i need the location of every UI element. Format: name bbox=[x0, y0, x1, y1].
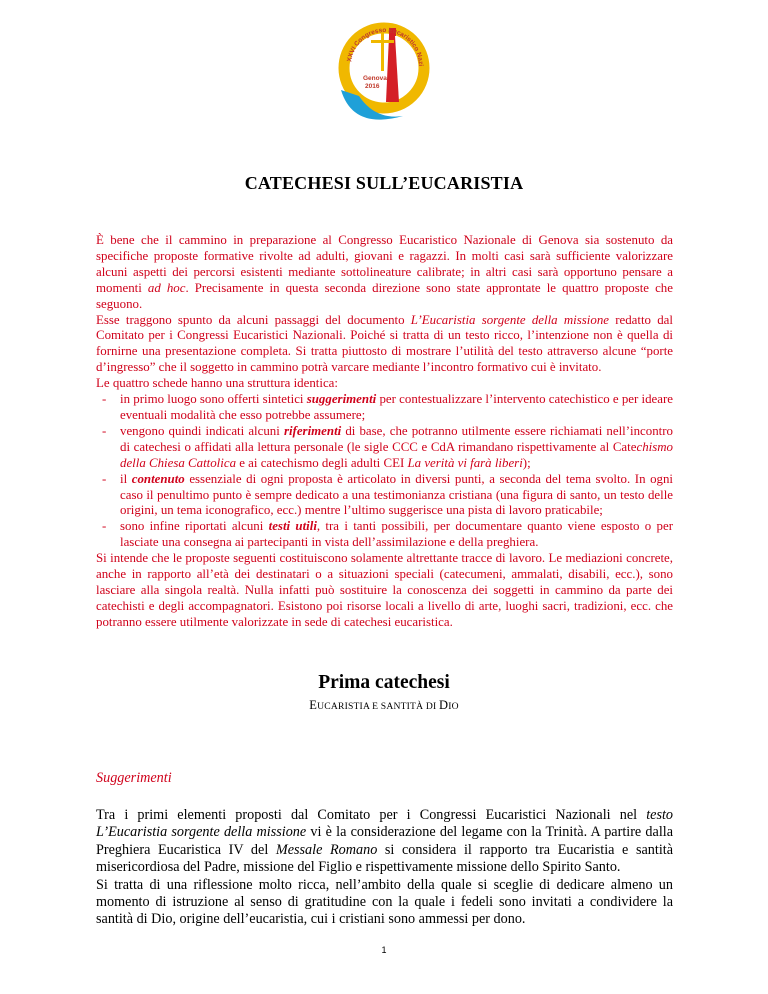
body-paragraph-2: Si tratta di una riflessione molto ricca, nell’ambito della quale si sceglie di dedicare almeno un momento di istruzione al senso di gratitudine con la quale i fedeli sono invitati a condividere la santità di Dio, origine dell’eucaristia, cui i cristiani sono ammessi per dono. bbox=[96, 876, 673, 928]
section-title: Prima catechesi bbox=[318, 672, 450, 693]
text-span: ); bbox=[522, 455, 531, 470]
text-emphasis: riferimenti bbox=[283, 423, 342, 438]
text-span: di base, che potranno utilmente essere richiamati nell’incontro di catechesi o affidati alla lettura personale (le sigle CCC e CdA rimandano rispettivamente al Cate bbox=[120, 423, 673, 454]
text-span: il bbox=[120, 471, 132, 486]
body-paragraph-1 bbox=[96, 807, 673, 877]
text-span: essenziale di ogni proposta è articolato in diversi punti, a seconda del tema svolto. In ogni caso il penultimo punto è sempre dedicato a una testimonianza cristiana (una figura di santo, un testo delle origini, un tema iconografico, ecc.) mentre l’ultimo suggerisce una pista di lavoro praticabile; bbox=[120, 471, 673, 518]
list-item bbox=[96, 472, 673, 520]
text-span: sono infine riportati alcuni bbox=[120, 519, 269, 534]
logo-city: Genova bbox=[363, 75, 387, 82]
intro-paragraph-1 bbox=[96, 233, 673, 313]
list-dash: - bbox=[102, 519, 107, 534]
list-item bbox=[96, 392, 673, 424]
list-dash: - bbox=[102, 471, 107, 486]
intro-block bbox=[96, 233, 673, 631]
page-number: 1 bbox=[381, 945, 387, 955]
text-emphasis: testi utili bbox=[268, 519, 317, 534]
text-italic: testo L’Eucaristia sorgente della missione bbox=[96, 807, 673, 841]
intro-paragraph-4: Si intende che le proposte seguenti costituiscono solamente altrettante tracce di lavoro. Le mediazioni concrete, anche in rapporto all’età dei destinatari o a situazioni speciali (catecumeni, ammalati, disabili, ecc.), sono lasciare alla singola realtà. Nulla infatti può sostituire la conoscenza dei soggetti in cammino da parte dei catechisti e degli accompagnatori. Esistono poi risorse locali a livello di arte, luoghi sacri, tradizioni, ecc. che potranno essere utilmente valorizzate in sede di catechesi eucaristica. bbox=[96, 551, 673, 629]
text-span: e ai catechismo degli adulti CEI bbox=[236, 455, 408, 470]
intro-paragraph-2 bbox=[96, 313, 673, 377]
text-span: . Precisamente in questa seconda direzione sono state approntate le quattro proposte che seguono. bbox=[96, 280, 673, 311]
text-span: per contestualizzare l’intervento catechistico e per ideare eventuali modalità che esso potrebbe assumere; bbox=[120, 392, 674, 422]
text-span: Esse traggono spunto da alcuni passaggi del documento bbox=[96, 312, 411, 327]
text-small-caps: IO bbox=[448, 701, 459, 712]
section-subtitle bbox=[0, 698, 768, 713]
intro-paragraph-3: Le quattro schede hanno una struttura identica: bbox=[96, 376, 338, 391]
suggerimenti-body bbox=[96, 807, 673, 929]
suggerimenti-heading: Suggerimenti bbox=[96, 770, 172, 786]
list-dash: - bbox=[102, 423, 107, 438]
page-title: CATECHESI SULL’EUCARISTIA bbox=[244, 173, 524, 193]
text-span: D bbox=[438, 698, 449, 712]
text-italic: L’Eucaristia sorgente della missione bbox=[410, 312, 609, 327]
logo-arc-text: XXVI Congresso Eucaristico Nazi bbox=[346, 26, 425, 67]
text-span: Tra i primi elementi proposti dal Comitato per i Congressi Eucaristici Nazionali nel bbox=[96, 807, 647, 823]
text-span: , tra i tanti possibili, per documentare quanto viene esposto o per lasciate una consegna ai partecipanti in vista dell’assimilazione e della preghiera. bbox=[120, 519, 673, 550]
text-italic: La verità vi farà liberi bbox=[407, 455, 523, 470]
congress-logo bbox=[323, 12, 445, 140]
list-item bbox=[96, 424, 673, 472]
structure-list bbox=[96, 392, 673, 551]
cross-bar-icon bbox=[371, 40, 394, 43]
text-emphasis: contenuto bbox=[131, 471, 185, 486]
text-span: vi è la considerazione del legame con la Trinità. A partire dalla Preghiera Eucaristica IV del bbox=[96, 824, 674, 858]
text-span: si considera il rapporto tra Eucaristia e santità misericordiosa del Padre, missione del Figlio e rispettivamente missione dello Spirito Santo. bbox=[96, 841, 673, 876]
list-dash: - bbox=[102, 392, 107, 407]
text-span: in primo luogo sono offerti sintetici bbox=[120, 392, 307, 407]
logo-year: 2016 bbox=[365, 83, 380, 90]
text-italic: chismo della Chiesa Cattolica bbox=[120, 439, 673, 470]
text-span: È bene che il cammino in preparazione al Congresso Eucaristico Nazionale di Genova sia sostenuto da specifiche proposte formative rivolte ad adulti, giovani e ragazzi. In molti casi sarà sufficiente valorizzare alcuni aspetti dei percorsi esistenti mediante sottolineature calibrate; in altri casi sarà opportuno pensare a momenti bbox=[96, 233, 673, 295]
text-italic: Messale Romano bbox=[275, 841, 378, 858]
text-span: redatto dal Comitato per i Congressi Eucaristici Nazionali. Poiché si tratta di un testo ricco, l’intenzione non è quella di fornirne una presentazione completa. Si tratta piuttosto di mostrare l’utilità del testo attraverso alcune “porte d’ingresso” che il soggetto in cammino potrà varcare mediante l’incontro formativo cui è invitato. bbox=[96, 312, 673, 375]
list-item bbox=[96, 519, 673, 551]
text-small-caps: UCARISTIA E SANTITÀ DI bbox=[317, 701, 439, 712]
text-span: vengono quindi indicati alcuni bbox=[120, 423, 284, 438]
text-span: E bbox=[309, 698, 318, 712]
lighthouse-icon bbox=[386, 36, 399, 102]
text-italic: ad hoc bbox=[147, 280, 186, 295]
text-emphasis: suggerimenti bbox=[306, 392, 377, 407]
